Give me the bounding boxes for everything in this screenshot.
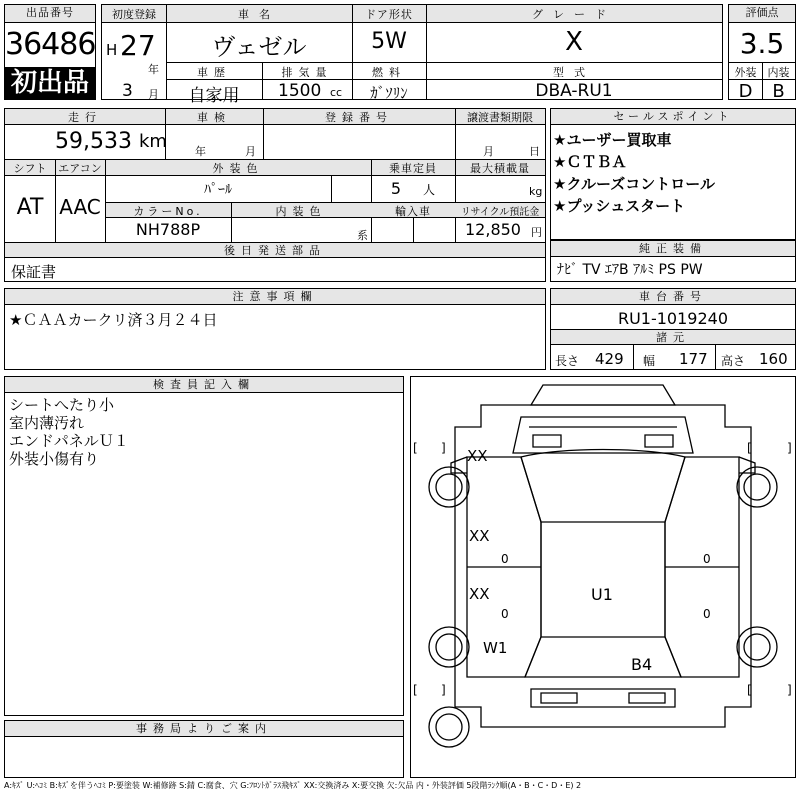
score-label: 評価点 (729, 5, 795, 23)
bracket-right: ] (787, 441, 792, 455)
car-name: ヴェゼル (211, 33, 307, 61)
reg-no-label: 登録番号 (325, 111, 393, 124)
first-listing-badge: 初出品 (5, 67, 95, 99)
recycle-fee: 12,850 (465, 220, 521, 239)
interior-color-label: 内装色 (275, 205, 327, 218)
score-box (728, 4, 796, 100)
door-label: ドア形状 (365, 8, 413, 21)
damage-mark: W1 (483, 639, 508, 657)
vehicle-detail-box (4, 108, 546, 282)
door-type: 5W (371, 29, 407, 54)
notes-box (4, 288, 546, 370)
bracket-right: ] (441, 683, 446, 697)
aircon-label: エアコン (58, 162, 102, 175)
length-label: 長さ (555, 354, 580, 368)
history-label: 車歴 (197, 66, 231, 79)
notes-text: ★ＣＡＡカークリ済３月２４日 (9, 311, 218, 329)
displacement-unit: cc (330, 86, 343, 99)
aircon: AAC (59, 195, 101, 219)
score: 3.5 (739, 27, 785, 60)
displacement-label: 排気量 (281, 66, 333, 79)
damage-mark: B4 (631, 655, 653, 674)
damage-diagram (410, 376, 796, 778)
height: 160 (759, 350, 788, 368)
exterior-grade: D (738, 81, 753, 102)
exterior-color-label: 外装色 (212, 162, 264, 175)
mileage: 59,533 (55, 129, 132, 154)
chassis-label: 車台番号 (551, 289, 795, 305)
transfer-docs-label: 譲渡書類期限 (467, 111, 533, 124)
equipment-value: ﾅﾋﾞ TV ｴｱB ｱﾙﾐ PS PW (557, 262, 703, 278)
sales-point-item: ★ユーザー買取車 (553, 131, 672, 149)
inspector-line: 室内薄汚れ (9, 414, 85, 432)
transfer-month-unit: 月 (483, 145, 494, 158)
bracket-right: ] (787, 683, 792, 697)
bracket-left: [ (747, 441, 752, 455)
inspector-label: 検査員記入欄 (5, 377, 403, 393)
interior-label: 内装 (767, 66, 790, 79)
damage-mark: U1 (591, 585, 613, 604)
bracket-left: [ (747, 683, 752, 697)
dimensions-label: 諸元 (551, 330, 795, 345)
fuel: ｶﾞｿﾘﾝ (370, 84, 408, 102)
first-registration-label: 初度登録 (112, 8, 156, 21)
grade-label: グレード (532, 8, 616, 21)
damage-mark: XX (469, 585, 490, 603)
capacity: 5 (390, 179, 402, 198)
zero-mark: 0 (501, 552, 509, 566)
later-parts-item: 保証書 (11, 263, 57, 281)
width-label: 幅 (643, 354, 656, 368)
zero-mark: 0 (703, 607, 711, 621)
damage-mark: XX (467, 447, 488, 465)
car-name-label: 車名 (238, 8, 280, 21)
capacity-unit: 人 (423, 183, 436, 197)
lot-number-box (4, 4, 96, 100)
mileage-unit: km (139, 131, 167, 152)
inspector-line: エンドパネルＵ１ (9, 432, 129, 450)
mileage-label: 走行 (68, 111, 102, 124)
model-label: 型式 (553, 66, 595, 79)
import-label: 輸入車 (395, 205, 431, 218)
capacity-label: 乗車定員 (389, 162, 437, 175)
bracket-left: [ (413, 441, 418, 455)
car-outline-diagram (411, 377, 795, 777)
inspector-line: 外装小傷有り (9, 450, 100, 468)
equipment-box (550, 240, 796, 282)
sales-point-item: ★ＣＴＢＡ (553, 153, 627, 171)
chassis-box (550, 288, 796, 370)
recycle-unit: 円 (531, 226, 542, 239)
sales-points-box (550, 108, 796, 240)
length: 429 (595, 350, 624, 368)
damage-mark: XX (469, 527, 490, 545)
interior-grade: B (772, 81, 785, 102)
shift: AT (16, 195, 44, 220)
inspection-month-unit: 月 (245, 145, 256, 158)
grade: X (565, 27, 583, 57)
notes-label: 注意事項欄 (5, 289, 545, 305)
era: H (106, 41, 118, 59)
max-load-label: 最大積載量 (470, 162, 530, 175)
office-label: 事務局よりご案内 (5, 721, 403, 737)
exterior-label: 外装 (734, 66, 757, 79)
inspector-box (4, 376, 404, 716)
year-unit: 年 (148, 63, 159, 76)
recycle-label: リサイクル預託金 (460, 207, 540, 218)
sales-points-label: セールスポイント (551, 109, 795, 125)
transfer-day-unit: 日 (529, 145, 540, 158)
lot-number: 36486 (5, 27, 96, 62)
bracket-right: ] (441, 441, 446, 455)
month-unit: 月 (148, 88, 159, 101)
history: 自家用 (188, 86, 240, 106)
first-reg-month: 3 (122, 81, 133, 101)
height-label: 高さ (721, 354, 746, 368)
office-box (4, 720, 404, 778)
later-parts-label: 後日発送部品 (5, 243, 545, 258)
zero-mark: 0 (501, 607, 509, 621)
lot-number-label: 出品番号 (5, 5, 95, 23)
interior-color-unit: 系 (357, 229, 368, 242)
fuel-label: 燃料 (372, 66, 406, 79)
equipment-label: 純正装備 (551, 241, 795, 257)
chassis-number: RU1-1019240 (617, 309, 729, 328)
width: 177 (679, 350, 708, 368)
inspection-label: 車検 (197, 111, 231, 124)
color-no: NH788P (135, 220, 201, 239)
inspection-year-unit: 年 (195, 145, 206, 158)
load-unit: kg (529, 185, 543, 198)
bracket-left: [ (413, 683, 418, 697)
first-reg-year: 27 (120, 29, 156, 62)
color-no-label: カラーNo. (133, 205, 203, 218)
inspector-line: シートへたり小 (9, 396, 115, 414)
shift-label: シフト (13, 162, 47, 175)
sales-point-item: ★プッシュスタート (553, 197, 686, 215)
legend-text: A:ｷｽﾞ U:ﾍｺﾐ B:ｷｽﾞを伴うﾍｺﾐ P:要塗装 W:補修跡 S:錆 C:腐食、穴 G:ﾌﾛﾝﾄｶﾞﾗｽ飛ｷｽﾞ XX:交換済み X:要交換 欠:欠品 内・外装評価 5段階ﾗﾝｸ順(A・B・C・D・E) 2 (4, 781, 582, 790)
zero-mark: 0 (703, 552, 711, 566)
sales-point-item: ★クルーズコントロール (553, 175, 715, 193)
model-code: DBA-RU1 (535, 81, 613, 101)
vehicle-main-box (101, 4, 723, 106)
displacement: 1500 (278, 81, 322, 101)
exterior-color: ﾊﾟｰﾙ (204, 182, 232, 198)
